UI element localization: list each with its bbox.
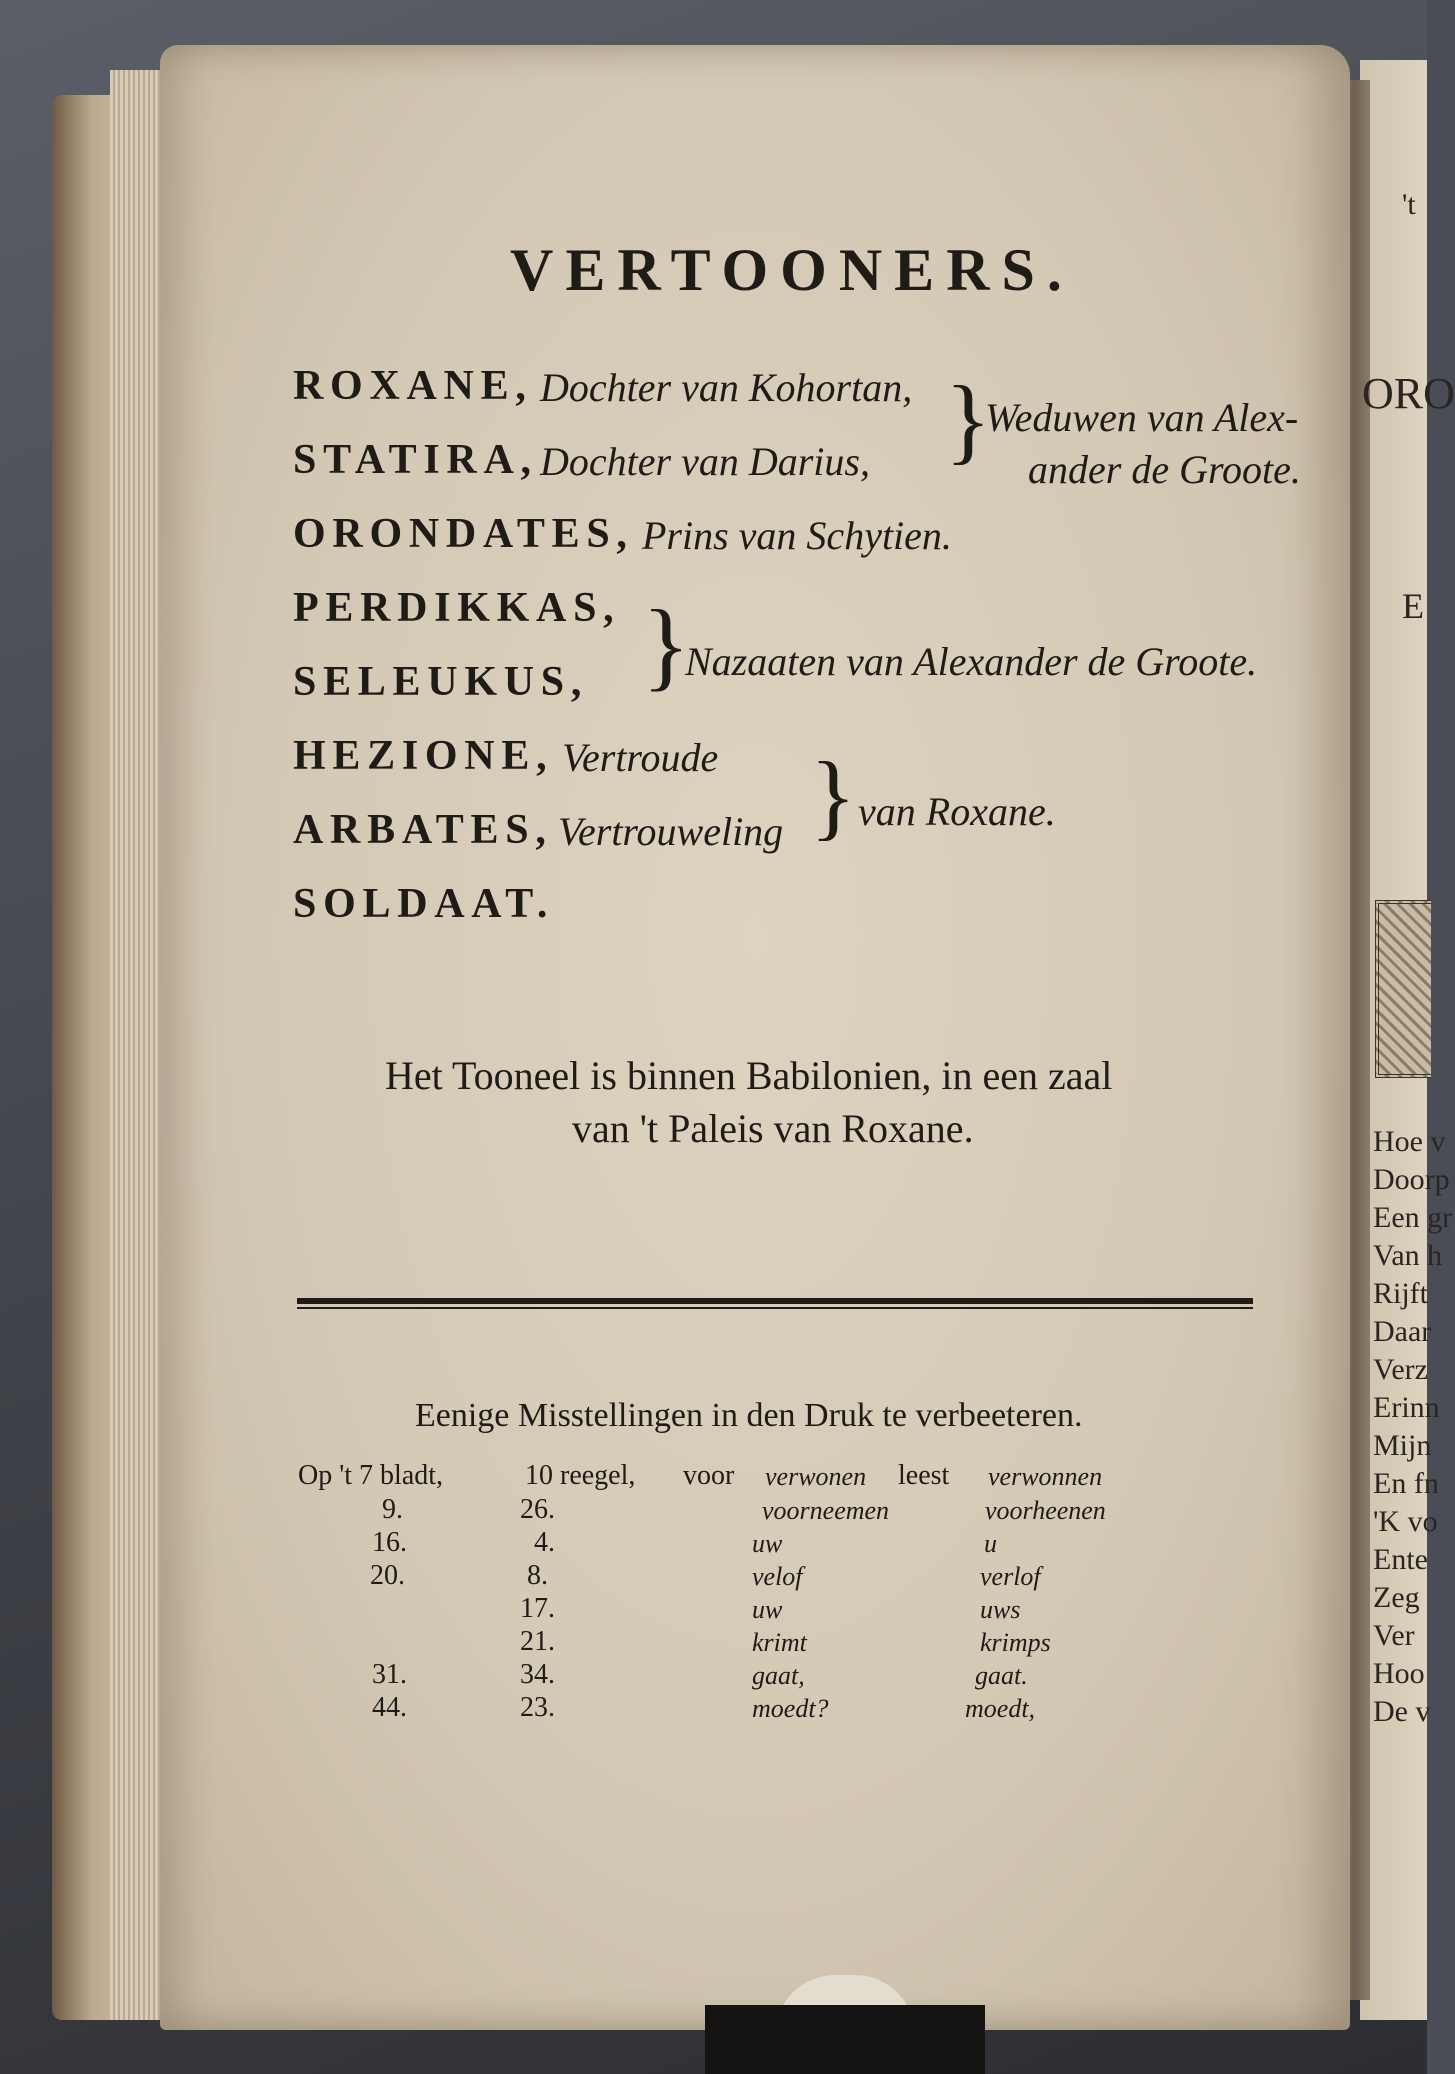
cast-name-perdikkas: PERDIKKAS, <box>293 585 621 631</box>
facing-line: Van h <box>1373 1239 1443 1272</box>
horizontal-rule-thin <box>297 1307 1253 1309</box>
errata-header-right: verwonnen <box>988 1462 1103 1491</box>
brace-widows: } <box>945 366 992 473</box>
errata-right: u <box>984 1529 997 1558</box>
group-confidants: van Roxane. <box>858 789 1056 834</box>
cast-name-statira: STATIRA, <box>293 437 538 483</box>
brace-descendants: } <box>642 589 690 700</box>
facing-line: Mijn <box>1373 1429 1432 1462</box>
facing-line: Ente <box>1373 1543 1428 1576</box>
cast-desc-hezione: Vertroude <box>562 735 719 780</box>
errata-line: 26. <box>520 1494 555 1525</box>
page-title: VERTOONERS. <box>510 237 1074 303</box>
facing-line: En fn <box>1373 1467 1439 1500</box>
errata-wrong: uw <box>752 1529 783 1558</box>
errata-title: Eenige Misstellingen in den Druk te verbeeteren. <box>415 1397 1083 1434</box>
cast-name-orondates: ORONDATES, <box>293 511 634 557</box>
errata-line: 34. <box>520 1659 555 1690</box>
errata-wrong: moedt? <box>752 1694 829 1723</box>
errata-right: gaat. <box>975 1661 1028 1690</box>
group-widows-line2: ander de Groote. <box>1028 447 1301 492</box>
object-block <box>705 2005 985 2074</box>
facing-line: Een gr <box>1373 1201 1453 1234</box>
errata-right: uws <box>980 1595 1021 1624</box>
errata-wrong: voorneemen <box>762 1496 890 1525</box>
errata-line: 21. <box>520 1626 555 1657</box>
facing-line: Rijft <box>1373 1277 1429 1310</box>
setting-line-2: van 't Paleis van Roxane. <box>572 1106 974 1151</box>
facing-heading-fragment: ORO <box>1362 369 1455 418</box>
group-widows-line1: Weduwen van Alex- <box>985 395 1299 440</box>
facing-line: Daar <box>1373 1315 1432 1348</box>
facing-line: Hoe v <box>1373 1125 1446 1158</box>
errata-wrong: uw <box>752 1595 783 1624</box>
cast-name-hezione: HEZIONE, <box>293 733 554 779</box>
errata-page: 9. <box>382 1494 403 1525</box>
errata-line: 4. <box>534 1527 555 1558</box>
errata-page: 16. <box>372 1527 407 1558</box>
facing-mark: 't <box>1402 188 1416 221</box>
errata-wrong: krimt <box>752 1628 807 1657</box>
facing-line: De v <box>1373 1695 1431 1728</box>
errata-header-voor: voor <box>683 1460 735 1491</box>
facing-line: Zeg <box>1373 1581 1420 1614</box>
errata-header-line: 10 reegel, <box>525 1460 636 1491</box>
errata-right: moedt, <box>965 1694 1036 1723</box>
facing-line: 'K vo <box>1373 1505 1438 1538</box>
errata-line: 23. <box>520 1692 555 1723</box>
errata-page: 44. <box>372 1692 407 1723</box>
horizontal-rule <box>297 1298 1253 1304</box>
errata-header-wrong: verwonen <box>765 1462 867 1491</box>
group-descendants: Nazaaten van Alexander de Groote. <box>685 639 1258 684</box>
errata-page: 20. <box>370 1560 405 1591</box>
cast-desc-roxane: Dochter van Kohortan, <box>540 365 913 410</box>
errata-right: verlof <box>980 1562 1041 1591</box>
cast-name-arbates: ARBATES, <box>293 807 553 853</box>
setting-line-1: Het Tooneel is binnen Babilonien, in een zaal <box>385 1053 1113 1098</box>
facing-line: Doorp <box>1373 1163 1450 1196</box>
errata-header-leest: leest <box>898 1460 950 1491</box>
facing-line: Ver <box>1373 1619 1415 1652</box>
errata-wrong: velof <box>752 1562 803 1591</box>
cast-desc-statira: Dochter van Darius, <box>540 439 870 484</box>
facing-line: Erinn <box>1373 1391 1440 1424</box>
errata-line: 17. <box>520 1593 555 1624</box>
cast-name-roxane: ROXANE, <box>293 363 533 409</box>
cast-desc-arbates: Vertrouweling <box>558 809 784 854</box>
cast-name-soldaat: SOLDAAT. <box>293 881 555 927</box>
errata-right: voorheenen <box>985 1496 1106 1525</box>
cast-desc-orondates: Prins van Schytien. <box>642 513 952 558</box>
book-page <box>160 45 1350 2030</box>
brace-confidants: } <box>810 742 857 849</box>
errata-header-page: Op 't 7 bladt, <box>298 1460 444 1491</box>
facing-ornament-icon <box>1375 900 1431 1078</box>
facing-line: Verz <box>1373 1353 1428 1386</box>
facing-letter: E <box>1402 586 1424 626</box>
errata-right: krimps <box>980 1628 1051 1657</box>
errata-wrong: gaat, <box>752 1661 805 1690</box>
errata-page: 31. <box>372 1659 407 1690</box>
errata-line: 8. <box>527 1560 548 1591</box>
facing-line: Hoo <box>1373 1657 1425 1690</box>
cast-name-seleukus: SELEUKUS, <box>293 659 589 705</box>
